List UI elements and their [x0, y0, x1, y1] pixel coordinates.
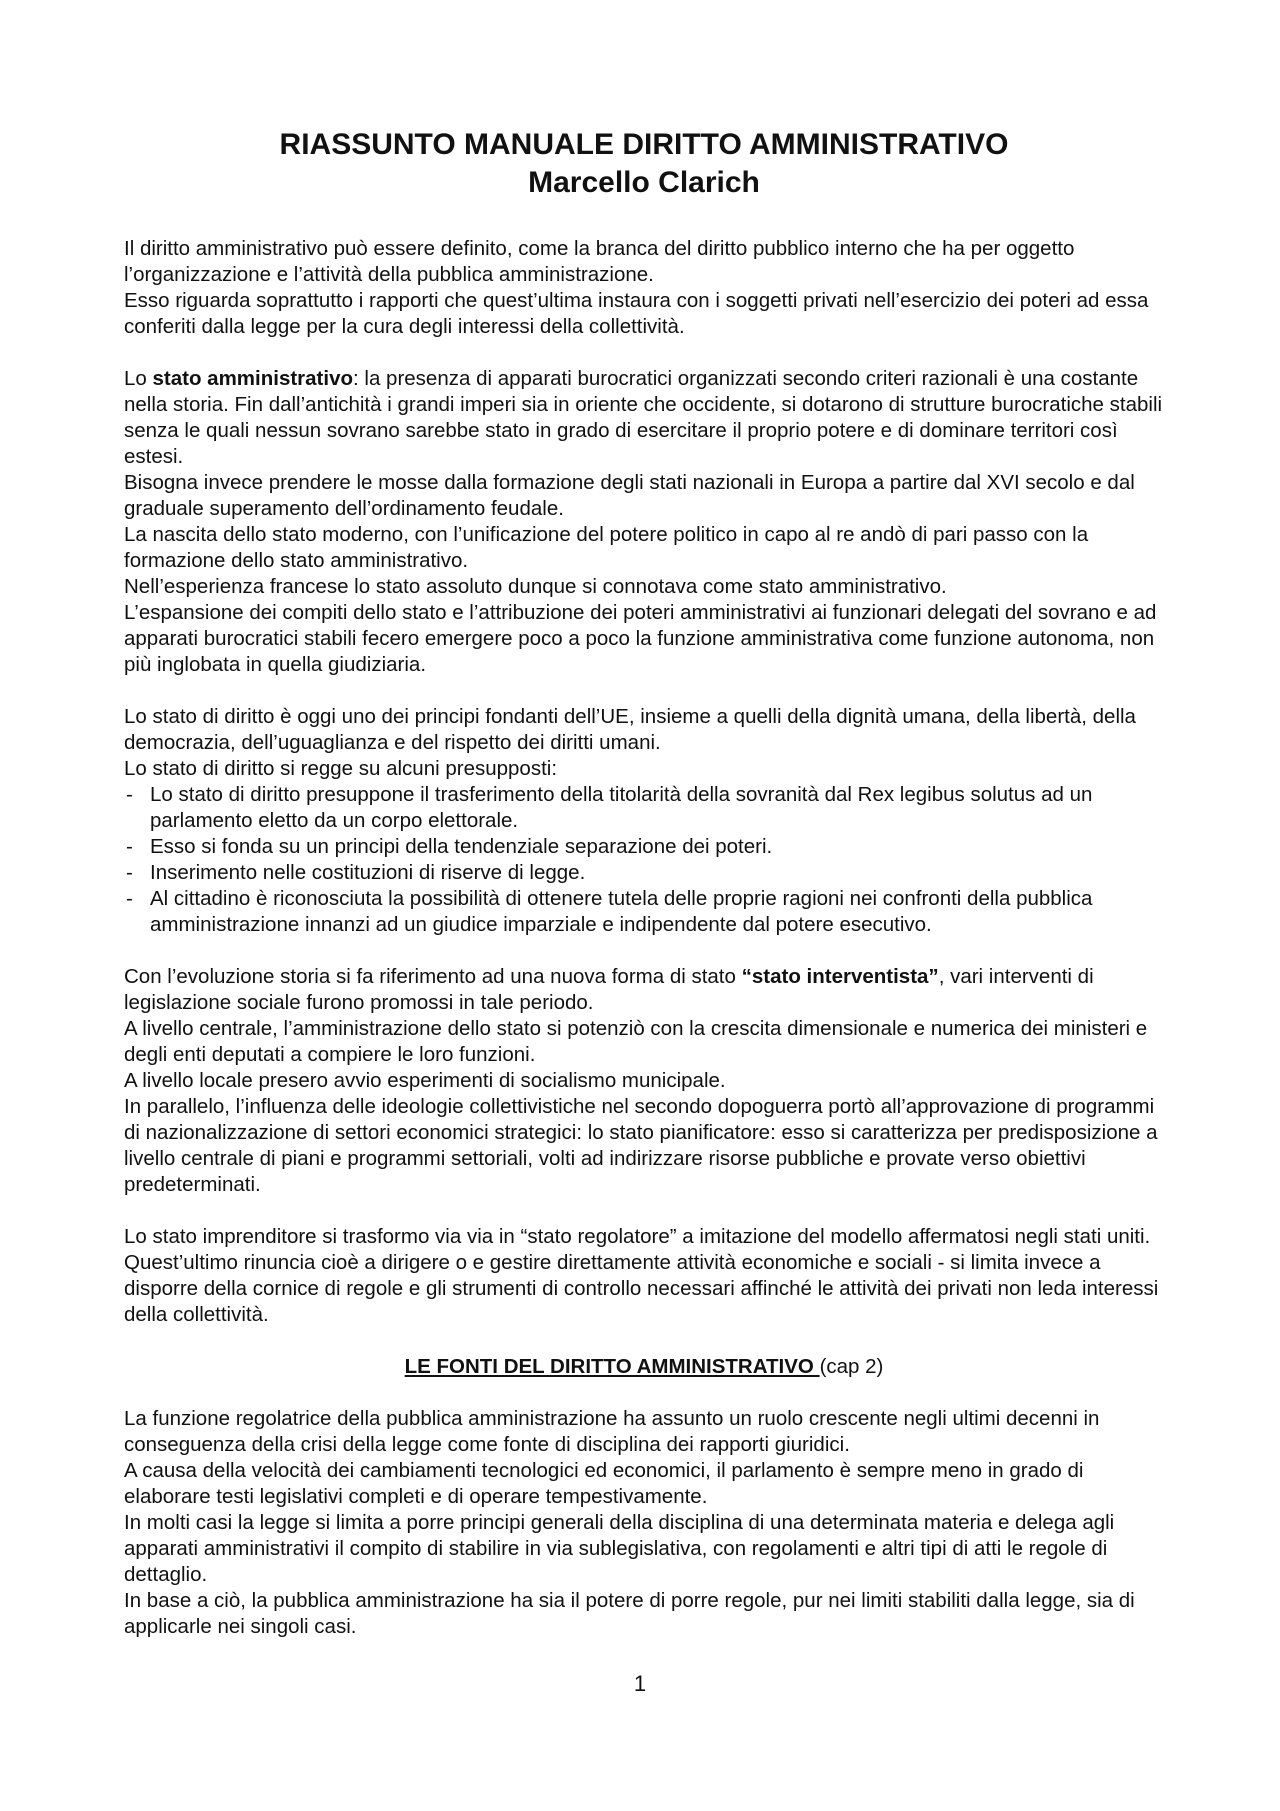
document-author: Marcello Clarich [528, 166, 760, 199]
page-number: 1 [633, 1671, 647, 1696]
paragraph: Esso riguarda soprattutto i rapporti che quest’ultima instaura con i soggetti privati nell’esercizio dei poteri ad essa conferiti dalla legge per la cura degli interessi della collettività. [124, 289, 1149, 338]
paragraph: In parallelo, l’influenza delle ideologie collettivistiche nel secondo dopoguerra portò all’approvazione di programmi di nazionalizzazione di settori economici strategici: lo stato pianificatore: esso si caratterizza per predisposizione a livello centrale di piani e programmi settoriali, volti ad indirizzare risorse pubbliche e provate verso obiettivi predeterminati. [124, 1095, 1158, 1196]
fonti-section [124, 1406, 1164, 1640]
paragraph: Lo stato di diritto è oggi uno dei principi fondanti dell’UE, insieme a quelli della dignità umana, della libertà, della democrazia, dell’uguaglianza e del rispetto dei diritti umani. [124, 705, 1136, 754]
paragraph: Lo stato imprenditore si trasformo via via in “stato regolatore” a imitazione del modello affermatosi negli stati uniti. [124, 1225, 1151, 1248]
list-item: - Esso si fonda su un principi della tendenziale separazione dei poteri. [124, 834, 1164, 860]
list-item: - Inserimento nelle costituzioni di riserve di legge. [124, 860, 1164, 886]
paragraph: A livello centrale, l’amministrazione dello stato si potenziò con la crescita dimensionale e numerica dei ministeri e degli enti deputati a compiere le loro funzioni. [124, 1017, 1148, 1066]
list-item: - Lo stato di diritto presuppone il trasferimento della titolarità della sovranità dal Rex legibus solutus ad un parlamento eletto da un corpo elettorale. [124, 782, 1164, 834]
bold-term: stato amministrativo [152, 367, 353, 390]
paragraph: Bisogna invece prendere le mosse dalla formazione degli stati nazionali in Europa a partire dal XVI secolo e dal graduale superamento dell’ordinamento feudale. [124, 471, 1135, 520]
paragraph-rest: , vari interventi di legislazione sociale furono promossi in tale periodo. [124, 965, 1094, 1014]
paragraph: La nascita dello stato moderno, con l’unificazione del potere politico in capo al re andò di pari passo con la formazione dello stato amministrativo. [124, 523, 1089, 572]
paragraph: Quest’ultimo rinuncia cioè a dirigere o e gestire direttamente attività economiche e sociali - si limita invece a disporre della cornice di regole e gli strumenti di controllo necessari affinché le attività dei privati non leda interessi della collettività. [124, 1251, 1159, 1326]
paragraph: A livello locale presero avvio esperimenti di socialismo municipale. [124, 1069, 726, 1092]
intro-section [124, 236, 1164, 340]
paragraph: Lo stato di diritto si regge su alcuni presupposti: [124, 757, 558, 780]
paragraph: Nell’esperienza francese lo stato assoluto dunque si connotava come stato amministrativo. [124, 575, 947, 598]
section-heading-title: LE FONTI DEL DIRITTO AMMINISTRATIVO [404, 1355, 820, 1378]
interventista-section [124, 964, 1164, 1198]
bold-term: “stato interventista” [741, 965, 939, 988]
paragraph: L’espansione dei compiti dello stato e l’attribuzione dei poteri amministrativi ai funzionari delegati del sovrano e ad apparati burocratici stabili fecero emergere poco a poco la funzione amministrativa come funzione autonoma, non più inglobata in quella giudiziaria. [124, 601, 1157, 676]
paragraph: A causa della velocità dei cambiamenti tecnologici ed economici, il parlamento è sempre meno in grado di elaborare testi legislativi completi e di operare tempestivamente. [124, 1459, 1084, 1508]
list-item: - Al cittadino è riconosciuta la possibilità di ottenere tutela delle proprie ragioni nei confronti della pubblica amministrazione innanzi ad un giudice imparziale e indipendente dal potere esecutivo. [124, 886, 1164, 938]
section-heading-suffix: (cap 2) [819, 1355, 884, 1378]
dash-list [124, 782, 1164, 938]
paragraph: In molti casi la legge si limita a porre principi generali della disciplina di una determinata materia e delega agli apparati amministrativi il compito di stabilire in via sublegislativa, con regolamenti e altri tipi di atti le regole di dettaglio. [124, 1511, 1115, 1586]
paragraph-lead: Lo [124, 367, 153, 390]
paragraph [124, 366, 1164, 470]
paragraph: La funzione regolatrice della pubblica amministrazione ha assunto un ruolo crescente negli ultimi decenni in conseguenza della crisi della legge come fonte di disciplina dei rapporti giuridici. [124, 1407, 1100, 1456]
document-title-block [124, 126, 1164, 202]
document-page [124, 0, 1164, 1640]
paragraph-lead: Con l’evoluzione storia si fa riferimento ad una nuova forma di stato [124, 965, 742, 988]
paragraph-rest: : la presenza di apparati burocratici organizzati secondo criteri razionali è una costante nella storia. Fin dall’antichità i grandi imperi sia in oriente che occidente, si dotarono di strutture burocratiche stabili senza le quali nessun sovrano sarebbe stato in grado di esercitare il proprio potere e di dominare territori così estesi. [124, 367, 1163, 468]
paragraph: Il diritto amministrativo può essere definito, come la branca del diritto pubblico interno che ha per oggetto l’organizzazione e l’attività della pubblica amministrazione. [124, 237, 1075, 286]
paragraph [124, 964, 1164, 1016]
section-heading [124, 1354, 1164, 1380]
paragraph: In base a ciò, la pubblica amministrazione ha sia il potere di porre regole, pur nei limiti stabiliti dalla legge, sia di applicarle nei singoli casi. [124, 1589, 1135, 1638]
regolatore-section [124, 1224, 1164, 1328]
stato-diritto-section [124, 704, 1164, 938]
document-title: RIASSUNTO MANUALE DIRITTO AMMINISTRATIVO [279, 128, 1009, 161]
stato-amministrativo-section [124, 366, 1164, 678]
